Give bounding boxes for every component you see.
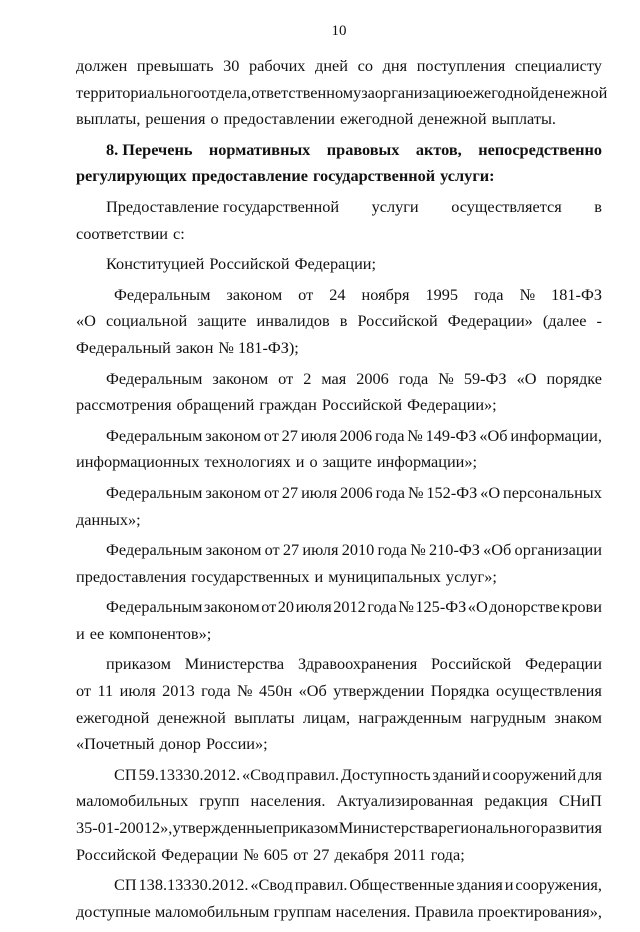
word: информационных — [76, 452, 200, 472]
word: маломобильных — [76, 791, 189, 811]
word: 20 — [277, 597, 295, 617]
word: Общественные — [349, 875, 455, 895]
word: Федеральным — [106, 597, 203, 617]
paragraph — [76, 140, 602, 193]
word: населения. — [335, 901, 411, 921]
text-line — [76, 791, 602, 818]
word: утвержденные — [172, 818, 274, 838]
word: законом — [226, 284, 283, 304]
word: лицам, — [302, 707, 351, 727]
word: организации — [514, 540, 602, 560]
word: государственной — [312, 166, 436, 186]
word: непосредственно — [478, 139, 602, 159]
paragraph — [76, 765, 602, 871]
word: Российской — [76, 844, 157, 864]
word: СНиП — [558, 791, 602, 811]
word: Федерации; — [294, 254, 377, 274]
word: России»; — [205, 734, 268, 754]
word: «Об — [298, 681, 327, 701]
paragraph — [76, 285, 602, 365]
word: муниципальных — [328, 566, 441, 586]
word: регулирующих — [76, 166, 187, 186]
word: дня — [382, 56, 408, 75]
word: организацию — [374, 82, 466, 102]
paragraph — [76, 254, 602, 281]
paragraph — [76, 369, 602, 422]
word: № — [398, 597, 414, 617]
word: предоставлении — [223, 109, 336, 129]
word: 2013 — [162, 681, 195, 701]
word: № — [407, 425, 423, 445]
word: «Об — [483, 540, 512, 560]
word: в — [339, 311, 348, 331]
word: Актуализированная — [336, 791, 474, 811]
word: № — [519, 284, 536, 304]
word: сооружения, — [515, 875, 602, 895]
word: (далее — [542, 311, 587, 331]
text-line — [76, 765, 602, 792]
word: «О — [76, 311, 96, 331]
word: от — [261, 597, 277, 617]
word: персональных — [502, 482, 602, 502]
word: Предоставление государственной — [106, 196, 340, 216]
word: информации»; — [376, 452, 478, 472]
word: порядке — [546, 368, 602, 388]
word: Министерства — [338, 818, 439, 838]
word: знаком — [554, 707, 602, 727]
word: июля — [300, 425, 337, 445]
word: правил. — [294, 875, 348, 895]
text-line — [76, 597, 602, 624]
word: групп — [199, 791, 240, 811]
word: информации, — [510, 425, 602, 445]
word: № — [410, 540, 426, 560]
text-line — [76, 426, 602, 453]
word: Российской — [357, 311, 438, 331]
paragraph — [76, 197, 602, 250]
text-line — [76, 109, 602, 136]
word: Министерства — [184, 654, 285, 674]
word: от — [263, 425, 279, 445]
word: 181-ФЗ — [551, 284, 602, 304]
word: 605 — [263, 844, 289, 864]
word: № — [243, 844, 259, 864]
word: соответствии — [76, 223, 168, 243]
word: правил. — [286, 764, 340, 784]
word: Федеральным — [106, 425, 203, 445]
word: решения — [145, 109, 206, 129]
word: 8. Перечень — [106, 139, 193, 159]
text-line — [76, 285, 602, 312]
word: Конституцией — [106, 254, 205, 274]
word: года — [398, 368, 429, 388]
word: 210-ФЗ — [429, 540, 480, 560]
paragraph — [76, 875, 602, 928]
word: Федеральный — [76, 337, 171, 357]
word: «Свод — [242, 764, 285, 784]
word: от — [263, 482, 279, 502]
text-line — [76, 567, 602, 594]
word: доступные — [76, 901, 151, 921]
word: социальной — [105, 311, 188, 331]
word: выплаты, — [76, 109, 141, 129]
word: донор — [159, 734, 201, 754]
word: о — [309, 452, 318, 472]
word: «Почетный — [76, 734, 155, 754]
word: и — [295, 452, 305, 472]
word: со — [357, 56, 373, 75]
word: должен — [76, 56, 128, 75]
word: мая — [321, 368, 347, 388]
word: года — [377, 540, 407, 560]
word: законом — [212, 368, 269, 388]
word: июля — [302, 540, 339, 560]
word: 2 — [303, 368, 312, 388]
word: ноября — [361, 284, 410, 304]
word: ответственному — [251, 82, 362, 102]
text-line — [76, 540, 602, 567]
word: донорстве — [489, 597, 560, 617]
word: года — [375, 425, 405, 445]
word: 2006 — [339, 425, 373, 445]
word: ежегодной — [340, 109, 414, 129]
word: законом — [205, 482, 262, 502]
word: денежной — [157, 707, 226, 727]
word: регионального — [438, 818, 541, 838]
word: года — [201, 681, 231, 701]
word: 59-ФЗ — [463, 368, 507, 388]
word: № 181-ФЗ); — [218, 337, 299, 357]
word: 125-ФЗ — [415, 597, 467, 617]
paragraph — [76, 426, 602, 479]
word: июля — [295, 597, 332, 617]
word: - — [596, 311, 602, 331]
word: Порядка — [430, 681, 490, 701]
word: награжденным — [358, 707, 462, 727]
word: «О — [467, 597, 488, 617]
word: утверждении — [333, 681, 425, 701]
word: и — [76, 623, 85, 643]
word: 27 — [282, 540, 300, 560]
text-line — [76, 681, 602, 708]
paragraph — [76, 483, 602, 536]
word: 2006 — [340, 482, 373, 502]
paragraph — [76, 654, 602, 760]
text-line — [76, 395, 602, 422]
word: отдела, — [201, 82, 252, 102]
word: 450н — [259, 681, 293, 701]
word: денежной — [418, 109, 487, 129]
word: СП — [114, 764, 137, 784]
word: осуществляется — [451, 196, 562, 216]
word: денежной — [539, 82, 608, 102]
word: СП — [114, 875, 137, 895]
word: Российской — [431, 654, 512, 674]
paragraph — [76, 540, 602, 593]
word: крови — [561, 597, 602, 617]
word: № — [407, 482, 424, 502]
word: выплаты — [234, 707, 295, 727]
word: инвалидов — [256, 311, 330, 331]
word: превышать — [136, 56, 214, 75]
word: рассмотрения — [76, 395, 172, 415]
word: и — [481, 764, 491, 784]
text-line — [76, 197, 602, 224]
word: «Об — [479, 425, 508, 445]
word: о — [210, 109, 219, 129]
word: Федеральным — [106, 540, 203, 560]
text-line — [76, 338, 602, 365]
text-line — [76, 311, 602, 338]
word: актов, — [415, 139, 462, 159]
word: «О — [480, 482, 501, 502]
text-line — [76, 56, 602, 83]
text-line — [76, 875, 602, 902]
word: государственных — [191, 566, 310, 586]
word: года; — [430, 844, 465, 864]
word: 30 — [223, 56, 240, 75]
text-line — [76, 369, 602, 396]
word: здания — [456, 875, 503, 895]
word: защите — [197, 311, 247, 331]
word: Доступность — [340, 764, 431, 784]
word: данных»; — [76, 509, 141, 529]
text-line — [76, 734, 602, 761]
word: граждан — [259, 395, 317, 415]
word: поступления — [416, 56, 506, 75]
word: за — [361, 82, 375, 102]
word: 35-01-20012», — [76, 818, 173, 838]
word: осуществления — [495, 681, 602, 701]
word: от — [298, 284, 314, 304]
word: Федерации»; — [407, 395, 497, 415]
text-line — [76, 845, 602, 872]
word: 59.13330.2012. — [138, 764, 241, 784]
word: выплаты. — [491, 109, 556, 129]
word: проектирования», — [477, 901, 602, 921]
word: от — [264, 540, 280, 560]
word: технологиях — [204, 452, 291, 472]
word: 2010 — [341, 540, 375, 560]
document-body — [76, 56, 608, 932]
word: года — [367, 597, 397, 617]
word: Федерации — [525, 654, 602, 674]
word: 138.13330.2012. — [138, 875, 249, 895]
word: нормативных — [208, 139, 311, 159]
word: ежегодной — [465, 82, 540, 102]
word: правовых — [326, 139, 400, 159]
text-line — [76, 902, 602, 929]
word: Федеральным — [106, 368, 203, 388]
text-line — [76, 452, 602, 479]
text-line — [76, 224, 602, 251]
paragraph — [76, 56, 608, 136]
paragraph — [76, 597, 602, 650]
text-line — [76, 510, 602, 537]
text-line — [76, 708, 602, 735]
word: Федеральным — [106, 482, 203, 502]
word: специалисту — [514, 56, 602, 75]
word: маломобильным — [154, 901, 270, 921]
word: декабря — [334, 844, 389, 864]
word: компонентов»; — [109, 623, 212, 643]
word: 1995 — [425, 284, 459, 304]
word: 149-ФЗ — [425, 425, 477, 445]
word: ежегодной — [76, 707, 150, 727]
word: года — [375, 482, 406, 502]
word: группам — [273, 901, 332, 921]
word: Федеральным — [114, 284, 211, 304]
word: от — [293, 844, 309, 864]
word: приказом — [273, 818, 339, 838]
word: с: — [173, 223, 185, 243]
word: защите — [322, 452, 372, 472]
word: обращений — [176, 395, 255, 415]
text-line — [76, 166, 602, 193]
word: приказом — [106, 654, 171, 674]
word: 2006 — [356, 368, 389, 388]
word: редакция — [484, 791, 548, 811]
word: Здравоохранения — [297, 654, 418, 674]
word: № — [438, 368, 454, 388]
word: закон — [175, 337, 214, 357]
word: для — [578, 764, 602, 784]
word: 11 — [97, 681, 114, 701]
word: предоставления — [76, 566, 187, 586]
text-line — [76, 818, 602, 845]
word: предоставление — [191, 166, 308, 186]
word: услуги — [371, 196, 419, 216]
text-line — [76, 654, 602, 681]
word: Правила — [414, 901, 474, 921]
word: нагрудным — [470, 707, 546, 727]
word: рабочих — [249, 56, 306, 75]
word: законом — [205, 425, 261, 445]
word: от — [278, 368, 294, 388]
word: зданий — [432, 764, 481, 784]
word: Федерации» — [447, 311, 533, 331]
word: Российской — [209, 254, 290, 274]
word: и — [314, 566, 324, 586]
word: территориального — [76, 82, 202, 102]
word: сооружений — [492, 764, 577, 784]
word: ее — [89, 623, 105, 643]
text-line — [76, 254, 602, 281]
word: года — [474, 284, 504, 304]
word: 2011 — [393, 844, 426, 864]
word: 27 — [281, 482, 299, 502]
word: законом — [205, 540, 262, 560]
word: дней — [315, 56, 348, 75]
word: законом — [203, 597, 260, 617]
word: 152-ФЗ — [426, 482, 478, 502]
text-line — [76, 140, 602, 167]
word: населения. — [250, 791, 326, 811]
word: 27 — [281, 425, 298, 445]
word: 24 — [329, 284, 346, 304]
word: «О — [516, 368, 537, 388]
word: и — [504, 875, 514, 895]
word: в — [594, 196, 602, 216]
word: июля — [301, 482, 338, 502]
text-line — [76, 624, 602, 651]
word: 2012 — [333, 597, 366, 617]
word: 27 — [313, 844, 330, 864]
word: услуги: — [440, 166, 495, 186]
word: Федерации — [161, 844, 239, 864]
word: от — [76, 681, 92, 701]
word: развития — [540, 818, 602, 838]
text-line — [76, 82, 608, 110]
word: июля — [119, 681, 156, 701]
word: Российской — [321, 395, 403, 415]
word: «Свод — [250, 875, 293, 895]
text-line — [76, 483, 602, 510]
word: № — [237, 681, 253, 701]
page-number: 10 — [331, 23, 347, 39]
word: услуг»; — [445, 566, 497, 586]
